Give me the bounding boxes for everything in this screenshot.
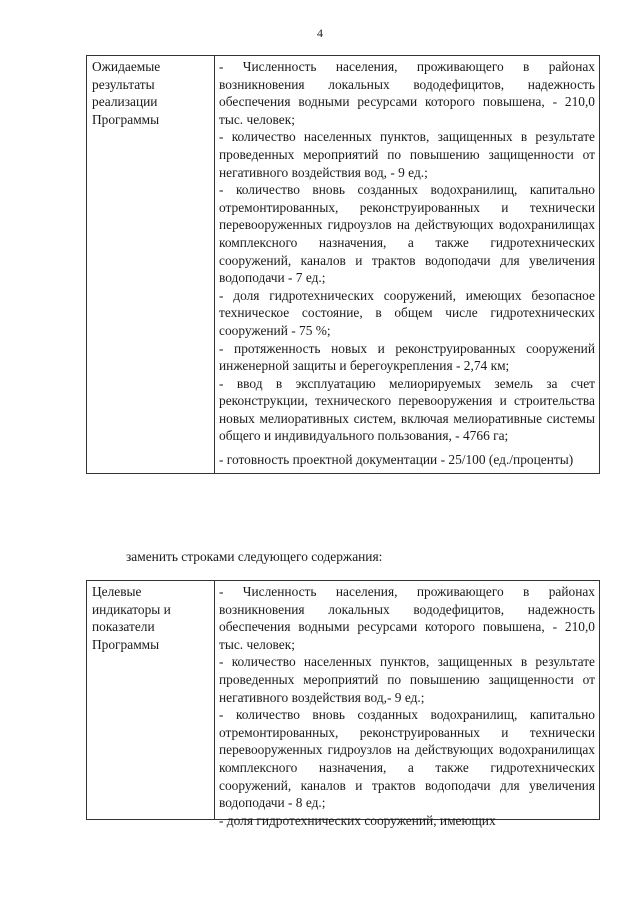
list-item: - количество вновь созданных водохранилищ, капитально отремонтированных, реконструированных и технически перевооруженных гидроузлов на действующих водохранилищах комплексного назначения, а также гидротехнических сооружений, каналов и трактов водоподачи для увеличения водоподачи - 7 ед.; (219, 182, 595, 286)
program-indicators-table (86, 580, 600, 828)
list-item: - количество населенных пунктов, защищенных в результате проведенных мероприятий по повышению защищенности от негативного воздействия вод,- 9 ед.; (219, 654, 595, 705)
row-label: Ожидаемые результаты реализации Программы (87, 56, 215, 474)
table-row (87, 56, 600, 474)
list-item: - доля гидротехнических сооружений, имеющих (219, 812, 496, 828)
list-item: - протяженность новых и реконструированных сооружений инженерной защиты и берегоукрепления - 2,74 км; (219, 340, 595, 374)
row-content (215, 56, 600, 474)
row-content (215, 581, 600, 828)
page-number: 4 (317, 26, 323, 40)
list-item: - количество населенных пунктов, защищенных в результате проведенных мероприятий по повышению защищенности от негативного воздействия вод, - 9 ед.; (219, 129, 595, 180)
list-item: - доля гидротехнических сооружений, имеющих безопасное техническое состояние, в общем числе гидротехнических сооружений - 75 %; (219, 287, 595, 338)
list-item: - Численность населения, проживающего в районах возникновения локальных вододефицитов, надежность обеспечения водными ресурсами которого повышена, - 210,0 тыс. человек; (219, 59, 595, 127)
list-item: - Численность населения, проживающего в районах возникновения локальных вододефицитов, надежность обеспечения водными ресурсами которого повышена, - 210,0 тыс. человек; (219, 584, 595, 652)
list-item: - количество вновь созданных водохранилищ, капитально отремонтированных, реконструированных и технически перевооруженных гидроузлов на действующих водохранилищах комплексного назначения, а также гидротехнических сооружений, каналов и трактов водоподачи для увеличения водоподачи - 8 ед.; (219, 707, 595, 811)
table-row (87, 581, 600, 820)
list-item: - ввод в эксплуатацию мелиорируемых земель за счет реконструкции, технического перевооружения и строительства новых мелиоративных систем, включая мелиоративные системы общего и индивидуального пользования, - 4766 га; (219, 375, 595, 444)
program-results-table (86, 55, 600, 474)
row-label: Целевые индикаторы и показатели Программы (87, 581, 215, 820)
replacement-note: заменить строками следующего содержания: (126, 549, 383, 564)
list-item: - готовность проектной документации - 25/100 (ед./проценты) (219, 452, 574, 468)
